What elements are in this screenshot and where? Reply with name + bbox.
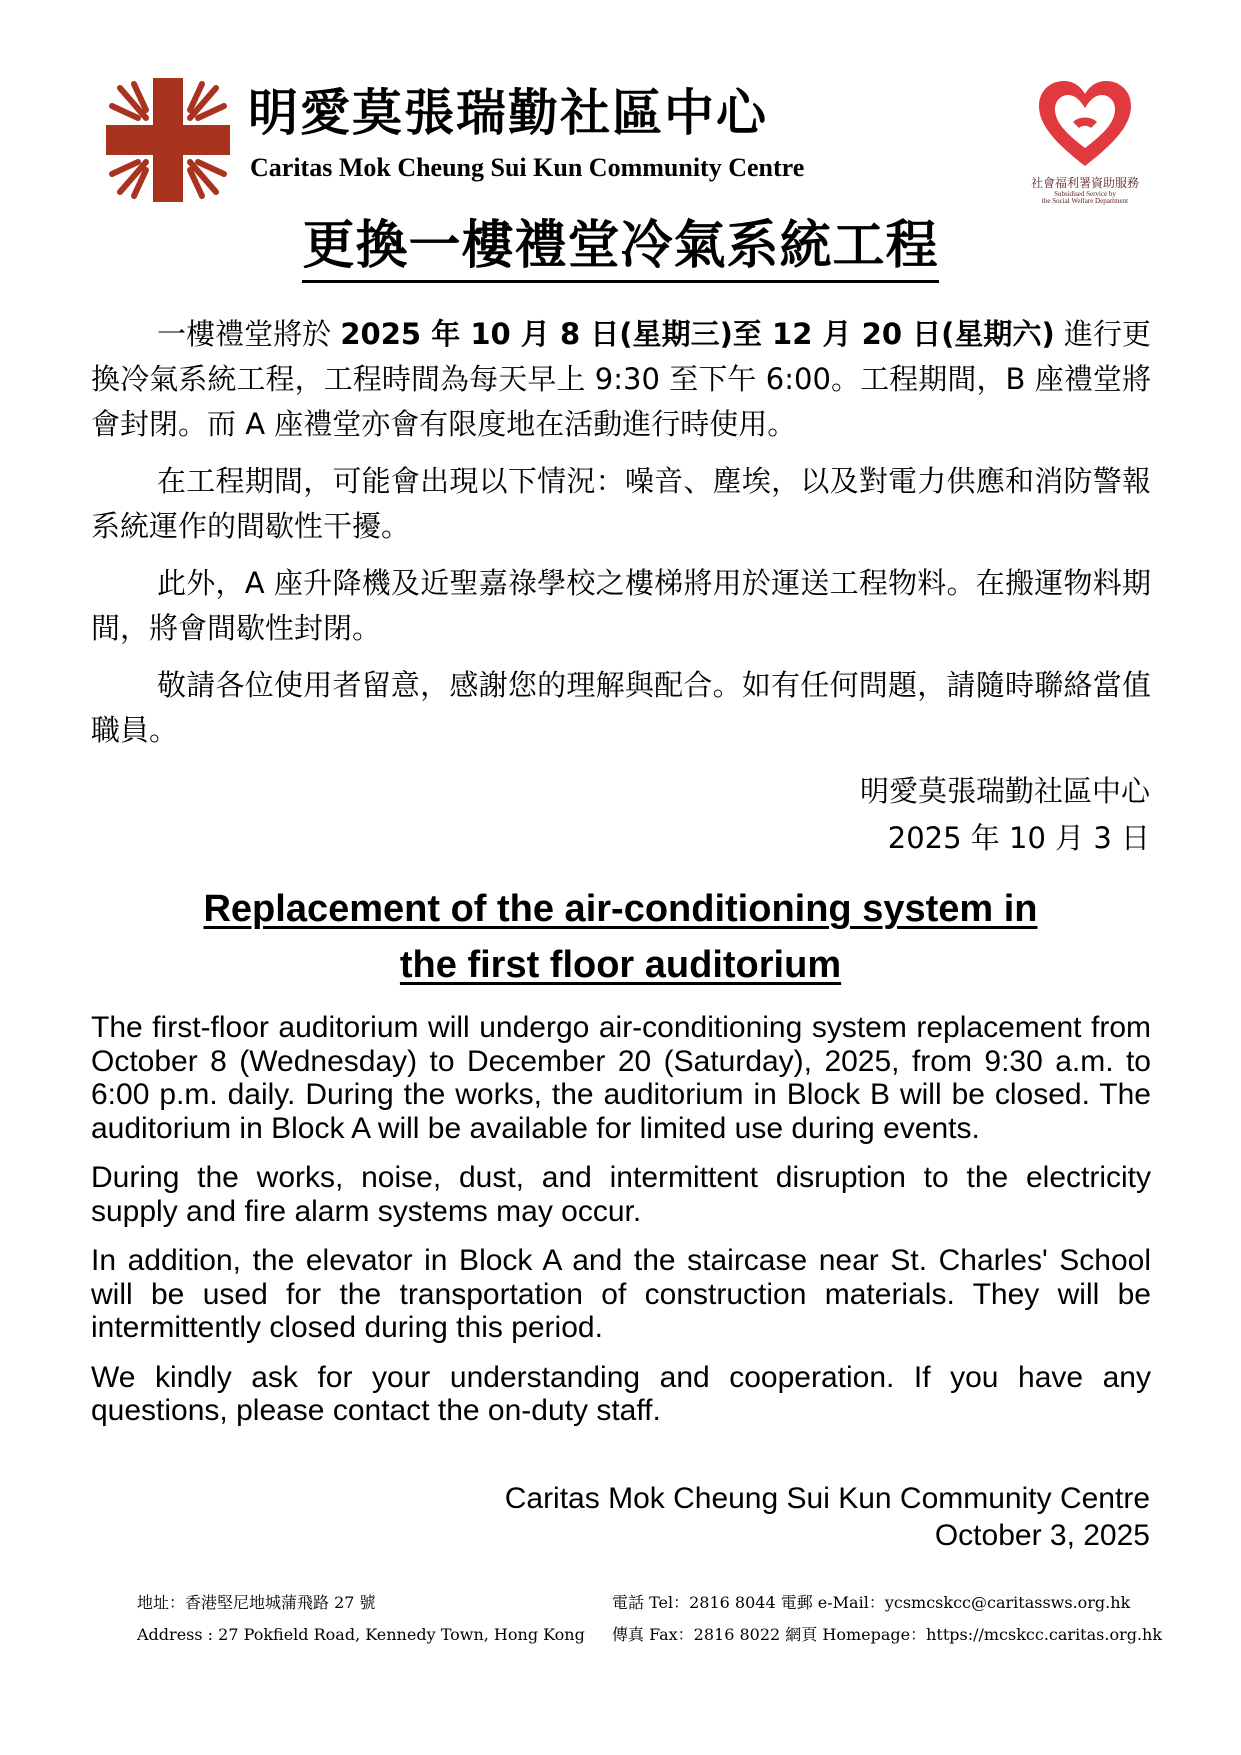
zh-paragraph-3: 此外，A 座升降機及近聖嘉祿學校之樓梯將用於運送工程物料。在搬運物料期間，將會間歇性封閉。 [91, 566, 1151, 645]
swd-heart-icon [1035, 78, 1135, 170]
title-en-line-2: the first floor auditorium [399, 944, 842, 986]
footer-address-en: Address : 27 Pokfield Road, Kennedy Town, Hong Kong [137, 1625, 585, 1644]
signature-org-en: Caritas Mok Cheung Sui Kun Community Centre [504, 1482, 1150, 1515]
title-en-line-1: Replacement of the air-conditioning system in [203, 888, 1038, 930]
zh-paragraph-1: 一樓禮堂將於 2025 年 10 月 8 日(星期三)至 12 月 20 日(星期六) 進行更換冷氣系統工程，工程時間為每天早上 9:30 至下午 6:00。工程期間，B 座禮堂將會封閉。而 A 座禮堂亦會有限度地在活動進行時使用。 [91, 317, 1152, 441]
notice-title-en [0, 881, 1241, 993]
org-name-en: Caritas Mok Cheung Sui Kun Community Centre [250, 153, 805, 182]
zh-paragraph-2: 在工程期間，可能會出現以下情況：噪音、塵埃，以及對電力供應和消防警報系統運作的間歇性干擾。 [91, 464, 1151, 543]
zh-dates: 2025 年 10 月 8 日(星期三)至 12 月 20 日(星期六) [340, 317, 1055, 351]
org-name-zh: 明愛莫張瑞勤社區中心 [248, 83, 768, 142]
en-paragraph-2: During the works, noise, dust, and intermittent disruption to the electricity supply and fire alarm systems may occur. [91, 1161, 1151, 1228]
signature-date-zh: 2025 年 10 月 3 日 [887, 821, 1150, 855]
swd-badge [1010, 78, 1160, 206]
en-paragraph-1: The first-floor auditorium will undergo air-conditioning system replacement from October 8 (Wednesday) to December 20 (Saturday), 2025, from 9:30 a.m. to 6:00 p.m. daily. During the works, the auditorium in Block B will be closed. The auditorium in Block A will be available for limited use during events. [91, 1011, 1151, 1145]
notice-body-zh [91, 312, 1151, 765]
footer-address-zh: 地址：香港堅尼地城蒲飛路 27 號 [137, 1593, 376, 1612]
signature-org-zh: 明愛莫張瑞勤社區中心 [859, 774, 1150, 808]
zh-paragraph-4: 敬請各位使用者留意，感謝您的理解與配合。如有任何問題，請隨時聯絡當值職員。 [91, 668, 1151, 747]
swd-label-zh: 社會福利署資助服務 [1030, 176, 1139, 190]
swd-label-en-2: the Social Welfare Department [1041, 197, 1129, 206]
footer-tel-email: 電話 Tel：2816 8044 電郵 e-Mail：ycsmcskcc@caritassws.org.hk [612, 1593, 1131, 1612]
signature-date-en: October 3, 2025 [934, 1519, 1150, 1552]
footer-fax-homepage: 傳真 Fax：2816 8022 網頁 Homepage：https://mcskcc.caritas.org.hk [612, 1625, 1163, 1644]
swd-label-en-1: Subsidised Service by [1054, 190, 1116, 198]
caritas-logo-icon [106, 78, 230, 202]
en-paragraph-4: We kindly ask for your understanding and cooperation. If you have any questions, please contact the on-duty staff. [91, 1360, 1151, 1427]
notice-title-zh: 更換一樓禮堂冷氣系統工程 [0, 220, 1241, 272]
signature-en [505, 1480, 1150, 1554]
signature-zh [860, 768, 1150, 862]
en-paragraph-3: In addition, the elevator in Block A and the staircase near St. Charles' School will be used for the transportation of construction materials. They will be intermittently closed during this period. [91, 1244, 1151, 1344]
notice-body-en [91, 1011, 1151, 1444]
